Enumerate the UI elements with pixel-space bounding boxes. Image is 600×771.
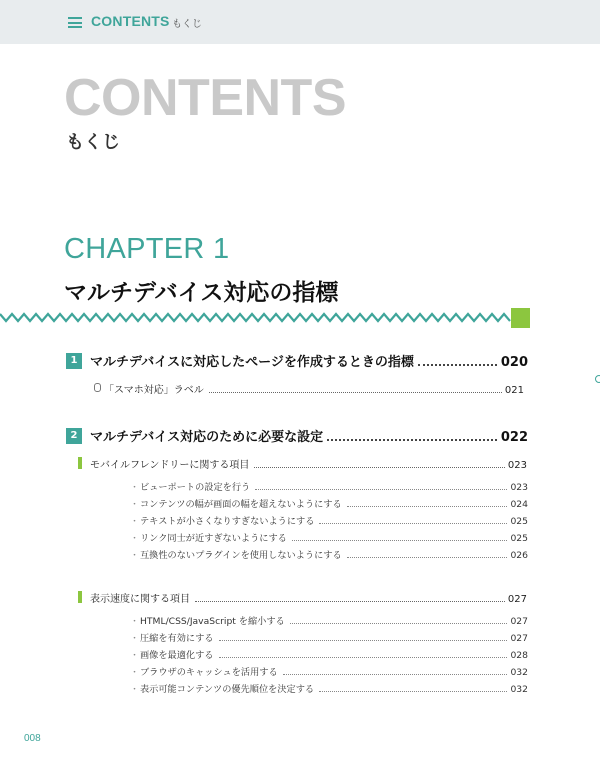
item-page: 032 — [510, 667, 528, 678]
group-title: 表示速度に関する項目 — [90, 594, 190, 605]
item-title: ブラウザのキャッシュを活用する — [140, 667, 278, 678]
chapter-label: CHAPTER 1 — [64, 233, 230, 265]
toc-item[interactable] — [130, 496, 528, 510]
leader-dots — [219, 657, 508, 658]
section-number-badge: 2 — [66, 428, 82, 444]
leader-dots — [418, 364, 497, 366]
item-page: 023 — [510, 482, 528, 493]
bullet: ・ — [130, 685, 140, 695]
bullet: ・ — [130, 483, 140, 493]
bullet: ・ — [130, 617, 140, 627]
item-title: 表示可能コンテンツの優先順位を決定する — [140, 684, 315, 695]
section-title: マルチデバイスに対応したページを作成するときの指標 — [90, 355, 414, 370]
item-title: 画像を最適化する — [140, 650, 214, 661]
wave-divider — [0, 309, 512, 327]
toc-group-2[interactable] — [90, 590, 527, 605]
tag-title: 「スマホ対応」ラベル — [104, 385, 204, 396]
item-page: 025 — [510, 516, 528, 527]
toc-group-1[interactable] — [90, 456, 527, 471]
section-page: 022 — [500, 430, 528, 445]
group-page: 023 — [507, 460, 527, 471]
bullet: ・ — [130, 500, 140, 510]
item-page: 032 — [510, 684, 528, 695]
page-number: 008 — [24, 733, 41, 744]
item-title: ビューポートの設定を行う — [140, 482, 251, 493]
toc-item[interactable] — [130, 547, 528, 561]
toc-item[interactable] — [130, 630, 528, 644]
leader-dots — [290, 623, 508, 624]
toc-item[interactable] — [130, 681, 528, 695]
item-title: 互換性のないプラグインを使用しないようにする — [140, 550, 342, 561]
leader-dots — [254, 467, 505, 468]
toc-item[interactable] — [130, 479, 528, 493]
header-subtitle: もくじ — [172, 19, 202, 30]
leader-dots — [327, 439, 497, 441]
bullet: ・ — [130, 634, 140, 644]
toc-item[interactable] — [130, 530, 528, 544]
tag-page: 021 — [504, 385, 524, 396]
item-page: 027 — [510, 616, 528, 627]
toc-item[interactable] — [130, 664, 528, 678]
item-title: HTML/CSS/JavaScript を縮小する — [140, 616, 285, 627]
tag-icon — [94, 383, 101, 392]
leader-dots — [292, 540, 508, 541]
item-page: 024 — [510, 499, 528, 510]
toc-item[interactable] — [130, 513, 528, 527]
page-title: CONTENTS — [64, 69, 346, 127]
group-marker — [78, 591, 82, 603]
header-bar — [0, 0, 600, 44]
item-title: リンク同士が近すぎないようにする — [140, 533, 287, 544]
group-marker — [78, 457, 82, 469]
leader-dots — [219, 640, 508, 641]
group-title: モバイルフレンドリーに関する項目 — [90, 460, 250, 471]
header-title: CONTENTS — [91, 13, 170, 29]
menu-icon[interactable] — [68, 17, 82, 28]
section-title: マルチデバイス対応のために必要な設定 — [90, 430, 324, 445]
leader-dots — [319, 691, 507, 692]
item-title: コンテンツの幅が画面の幅を超えないようにする — [140, 499, 342, 510]
bullet: ・ — [130, 651, 140, 661]
item-title: テキストが小さくなりすぎないようにする — [140, 516, 315, 527]
section-page: 020 — [500, 355, 528, 370]
leader-dots — [319, 523, 507, 524]
bullet: ・ — [130, 668, 140, 678]
toc-section-2[interactable] — [90, 426, 528, 445]
group-page: 027 — [507, 594, 527, 605]
edge-marker — [595, 375, 600, 383]
leader-dots — [195, 601, 505, 602]
toc-item[interactable] — [130, 647, 528, 661]
leader-dots — [209, 392, 502, 393]
page-subtitle: もくじ — [66, 132, 120, 153]
leader-dots — [283, 674, 508, 675]
item-page: 026 — [510, 550, 528, 561]
toc-item[interactable] — [130, 613, 528, 627]
toc-section-1[interactable] — [90, 351, 528, 370]
toc-tag-entry[interactable] — [104, 381, 524, 396]
item-title: 圧縮を有効にする — [140, 633, 214, 644]
bullet: ・ — [130, 517, 140, 527]
leader-dots — [347, 506, 508, 507]
leader-dots — [347, 557, 508, 558]
chapter-title: マルチデバイス対応の指標 — [64, 280, 339, 306]
bullet: ・ — [130, 551, 140, 561]
item-page: 027 — [510, 633, 528, 644]
section-number-badge: 1 — [66, 353, 82, 369]
bullet: ・ — [130, 534, 140, 544]
item-page: 028 — [510, 650, 528, 661]
chapter-marker — [511, 308, 530, 328]
leader-dots — [255, 489, 507, 490]
item-page: 025 — [510, 533, 528, 544]
